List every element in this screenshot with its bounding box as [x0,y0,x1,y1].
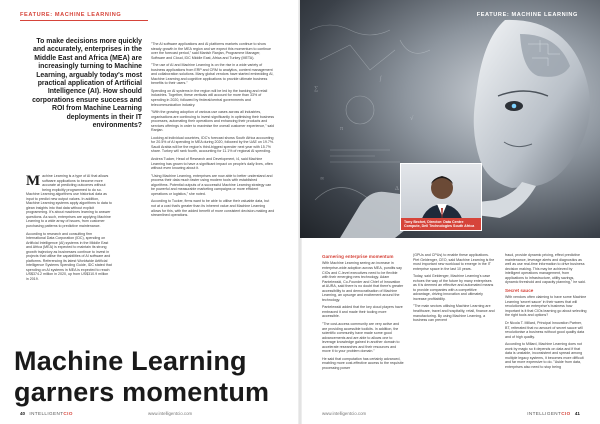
section-rule [20,20,148,21]
brand-accent: CIO [63,411,73,416]
paragraph: "Using Machine Learning, enterprises are now able to better understand and process their data much faster using modern tools with established algorithms. Potential outputs of a successful Machine Learning strategy can be powerful and measurable marketing campaigns or more efficient operations or logistics," she noted. [151,173,273,196]
footer-left [20,411,73,416]
headline-line-1: Machine Learning [14,346,247,376]
paragraph [26,174,112,229]
headline-line-2: garners momentum [14,377,270,407]
paragraph: He said that computation has certainly advanced, enabling more cost-effective access to the requisite processing power [322,356,404,370]
paragraph: (GPUs and CPUs) to enable these applications. Piet Geldenger, CEO, said Machine Learning is the most important new workload to emerge in the IT enterprise space in the last 10 years. [413,253,495,271]
paragraph: "The main sectors utilising Machine Learning are healthcare, travel and hospitality, retail, finance and manufacturing. By using Machine Learning, a business can prevent [413,304,495,323]
paragraph: According to research and consulting firm International Data Corporation (IDC), spending on Artificial Intelligence (AI) systems in the Middle East and Africa (MEA) is expected to maintain its strong growth trajectory as businesses continue to invest in projects that utilise the capabilities of AI software and platforms. Referencing its latest Worldwide Artificial Intelligence Systems Spending Guide, IDC stated that spending on AI systems in MEA is expected to reach US$374.2 million in 2020, up from US$310.9 million in 2019. [26,231,112,282]
paragraph: Today, said Geldenger, Machine Learning's case echoes the way of the future by many enterprises as it is deemed an effective and automated means to provide companies with a competitive advantage, driving innovation and ultimately increase profitability. [413,274,494,301]
svg-text:Δ: Δ [395,186,399,192]
svg-text:√: √ [410,116,414,122]
portrait-photo [400,163,482,231]
paragraph-text: achine Learning is a type of AI that allows software applications to become more accurate at predicting outcomes without being explicitly programmed to do so. Machine Learning algorithms use historical data as input to predict new output values. In addition, Machine Learning systems apply algorithms to data to glean insights into that data without explicit programming. It's about machines learning to answer questions. As such, enterprises are applying Machine Learning to a wide array of issues, from customer purchasing patterns to predictive maintenance. [26,174,112,229]
photo-caption [401,218,482,230]
caption-name: Tony Bechet, Director: Data Centre Compute, Dell Technologies South Africa [404,220,475,228]
paragraph: Andrea Tucker, Head of Research and Development, i4, said Machine Learning has grown to have a significant impact on people's daily lives, often without even knowing about it. [151,157,273,171]
paragraph: "The cost-access community are very active and are providing accessible toolkits. In addition, the scientific community have made some good advancements and are able to allows one to leverage knowledge gained in another domain to accelerate researches and their resources and move it to your problem domain." [322,321,400,354]
paragraph: With Machine Learning seeing an increase in enterprise-wide adoption across MEA, pundits say CIOs and C-level executives need to be flexible with their emerging new technology. Adam Pantelewski, Co-Founder and Chief of Innovation at AURA, said there is no doubt that there's greater accessibility to and democratisation of Machine Learning, an upsurge and excitement around the technology. [322,261,404,302]
intro-standfirst: To make decisions more quickly and accurately, enterprises in the Middle East and Africa (MEA) are increasingly turning to Machine Learning, arguably today's most practical application of Artificial Intelligence (AI). How should corporations ensure success and ROI from Machine Learning deployments in their IT environments? [32,38,142,130]
svg-text:∫: ∫ [380,76,382,82]
page-number: 40 [20,411,26,416]
footer-right [527,411,580,416]
body-column-4 [413,253,495,326]
paragraph: With vendors often claiming to have some Machine Learning 'secret sauce' in their wares that will revolutionise an enterprise's business how important is it that CIOs learning go about selecting the right tools and options? [505,295,587,318]
drop-cap: M [26,173,41,189]
paragraph: "The use of AI and Machine Learning is on the rise in a wide variety of business applications from ERP and CRM to analytics, content management and collaboration solutions. Many global vendors have started embedding AI, Machine Learning and cognitive applications to provide ultimate business benefits to their users." [151,63,274,86]
body-column-1 [26,174,112,285]
paragraph: fraud, provide dynamic pricing, effect predictive maintenance, leverage alerts and diagnostics as well as use real-time information to drive business decision making. This may be achieved by intelligent operations management, from applications to infrastructure, utility savings, dynamic threshold and capacity planning," he said. [505,253,586,285]
paragraph: Pantelewski added that the key cloud players have embraced it and made their tooling more accessible. [322,305,403,319]
headline [14,346,574,408]
section-label: FEATURE: MACHINE LEARNING [20,12,122,18]
footer-url[interactable]: www.intelligentcio.com [322,411,367,416]
brand-text: INTELLIGENT [527,411,562,416]
paragraph: "The AI software applications and AI platforms markets continue to show steady growth in the MEA region and we expect this momentum to continue over the forecast period," said Manish Ranjan, Programme Manager, Software and Cloud, IDC Middle East, Africa and Turkey (META). [151,42,272,60]
svg-text:π: π [340,126,344,132]
brand-accent: CIO [561,411,571,416]
paragraph: According to Millard, Machine Learning does not work by magic so it depends on data and if that data is unstable, inconsistent and spread among multiple legacy systems, it becomes more difficult and far more expensive to do. "Aside from data, enterprises also need to stop being [505,342,584,369]
subheading: Secret sauce [505,287,534,293]
paragraph: Looking at individual countries, IDC's forecast shows South Africa accounting for 20.5% of AI spending in MEA during 2020, followed by the UAE on 19.7%. Saudi Arabia will be the region's third-biggest spender next year with 15.7% share. Turkey will rank fourth, accounting for 11.1% of regional AI spending. [151,135,275,154]
body-column-2 [151,42,275,221]
paragraph: Spending on AI systems in the region will be led by the banking and retail industries. Together, these verticals will account for more than 33% of spending in 2020, followed by federal/central governments and telecommunication industry. [151,88,268,107]
paragraph: According to Tucker, firms want to be able to utilise their valuable data, but not at a cost that's greater than its inherent value and Machine Learning allows for this, with the added benefit of more consistent decision-making and streamlined operations. [151,199,275,218]
footer-url[interactable]: www.intelligentcio.com [148,411,193,416]
paragraph: Dr Nicola T. Millard, Principal Innovation Partner, BT, reiterated that no amount of secret sauce will revolutionise a business without good quality data and of high quality. [505,320,585,339]
page-number: 41 [574,411,580,416]
paragraph: "With the growing adoption of various use cases across all industries, organisations are continuing to invest significantly in optimising their business processes, automating their operations and enhancing their products and services offerings in order to maximise the overall customer experience," said Ranjan. [151,110,275,133]
section-label: FEATURE: MACHINE LEARNING [476,12,578,18]
subheading: Garnering enterprise momentum [322,254,394,259]
brand-text: INTELLIGENT [29,411,64,416]
svg-text:∑: ∑ [314,86,319,92]
brand-logo [527,411,570,416]
svg-text:∞: ∞ [320,176,325,182]
brand-logo [29,411,72,416]
